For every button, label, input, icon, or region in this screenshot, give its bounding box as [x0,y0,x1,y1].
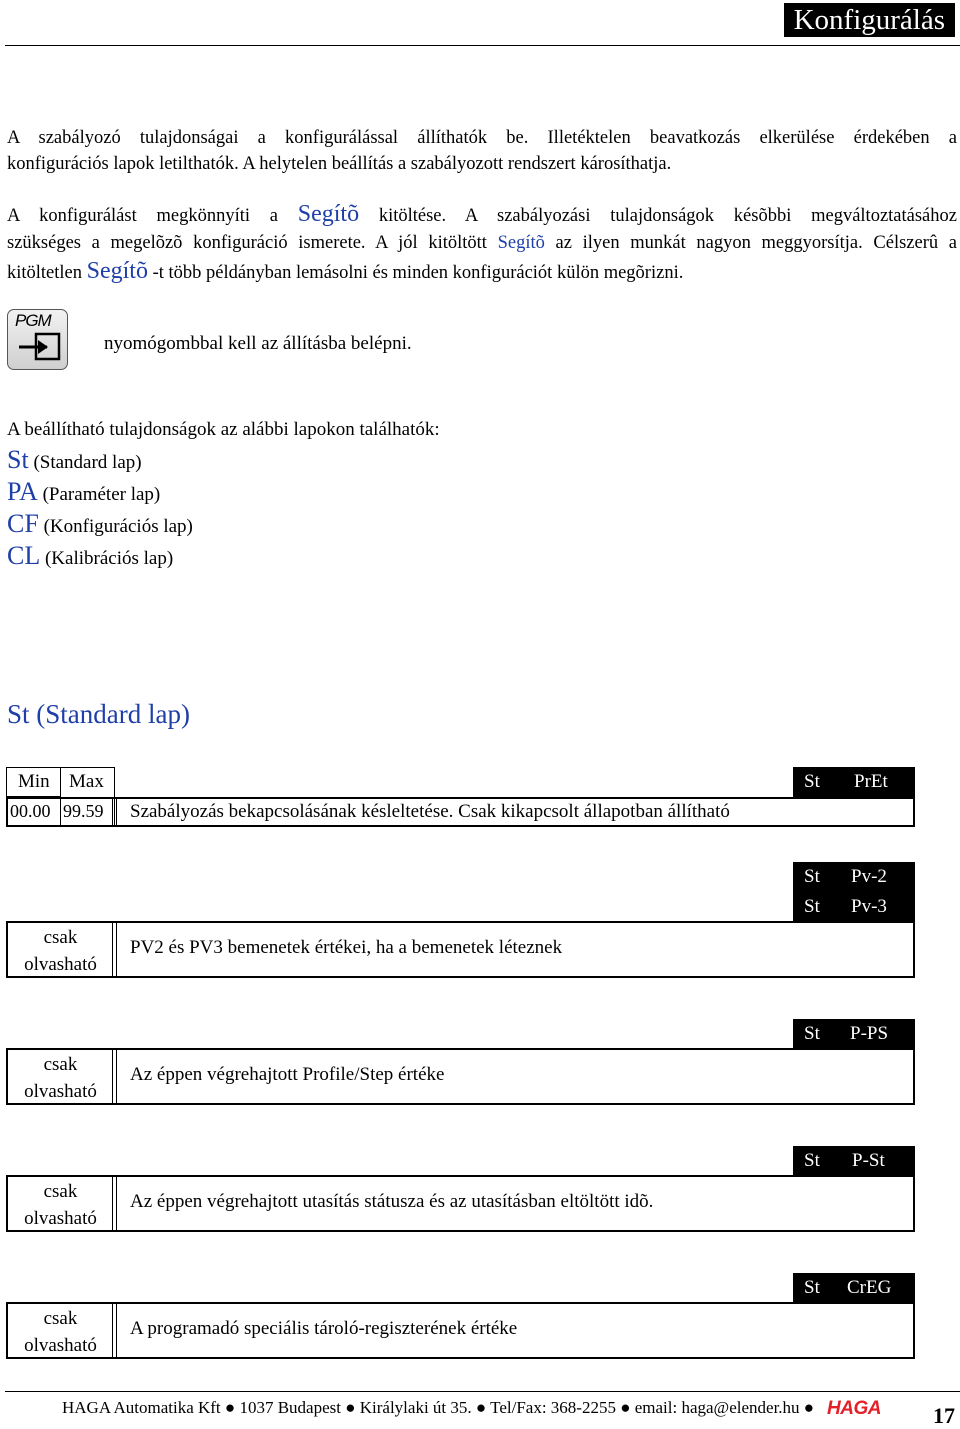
intro-paragraph-1-line-2: konfigurációs lapok letilthatók. A helytelen beállítás a szabályozott rendszert károsíthatja. [7,154,672,174]
parameter-code-badge: St Pv-2 St Pv-3 [793,862,915,922]
parameter-code-badge: St CrEG [793,1273,915,1303]
max-label: Max [69,771,104,792]
footer-contact: HAGA Automatika Kft ● 1037 Budapest ● Királylaki út 35. ● Tel/Fax: 368-2255 ● email: haga@elender.hu ● [62,1398,815,1417]
intro-paragraph-2-line-1: A konfigurálást megkönnyíti a Segítõ kitöltése. A szabályozási tulajdonságok késõbbi megváltoztatásához [7,201,957,227]
parameter-code-badge: St PrEt [793,767,915,797]
footer-rule [5,1391,960,1392]
read-only-label: csak olvasható [24,1181,97,1229]
parameter-code-badge: St P-St [793,1146,915,1176]
list-item: CF (Konfigurációs lap) [7,509,193,538]
parameter-description: Az éppen végrehajtott Profile/Step értéke [130,1064,445,1085]
max-value: 99.59 [63,801,104,821]
list-item: CL (Kalibrációs lap) [7,541,174,570]
read-only-label: csak olvasható [24,927,97,975]
segito-link: Segítõ [497,233,545,253]
section-heading: St (Standard lap) [7,699,190,729]
pgm-key-icon [7,309,68,370]
haga-logo: HAGA [827,1398,881,1419]
min-label: Min [18,771,50,792]
list-item: St (Standard lap) [7,445,142,474]
parameter-description: Az éppen végrehajtott utasítás státusza és az utasításban eltöltött idõ. [130,1191,654,1212]
intro-paragraph-1-line-1: A szabályozó tulajdonságai a konfigurálással állíthatók be. Illetéktelen beavatkozás elkerülése érdekében a [7,128,957,148]
segito-link: Segítõ [86,258,148,284]
intro-paragraph-2-line-2: szükséges a megelõzõ konfiguráció ismerete. A jól kitöltött Segítõ az ilyen munkát nagyon meggyorsítja. Célszerû a [7,233,957,253]
pages-heading: A beállítható tulajdonságok az alábbi lapokon találhatók: [7,419,440,440]
parameter-description: PV2 és PV3 bemenetek értékei, ha a bemenetek léteznek [130,937,563,958]
page-number: 17 [933,1403,955,1428]
parameter-code-badge: St P-PS [793,1019,915,1049]
parameter-description: Szabályozás bekapcsolásának késleltetése. Csak kikapcsolt állapotban állítható [130,801,730,822]
parameter-description: A programadó speciális tároló-regiszterének értéke [130,1318,518,1339]
pgm-key-label: PGM [15,311,51,330]
page-title: Konfigurálás [784,3,955,37]
intro-paragraph-2-line-3: kitöltetlen Segítõ -t több példányban lemásolni és minden konfigurációt külön megõrizni. [7,258,684,284]
read-only-label: csak olvasható [24,1054,97,1102]
read-only-label: csak olvasható [24,1308,97,1356]
segito-link: Segítõ [297,201,360,227]
list-item: PA (Paraméter lap) [7,477,161,506]
min-value: 00.00 [10,801,51,821]
enter-arrow-icon [7,309,68,370]
header-rule [5,45,960,46]
pgm-instruction: nyomógombbal kell az állításba belépni. [104,333,412,354]
